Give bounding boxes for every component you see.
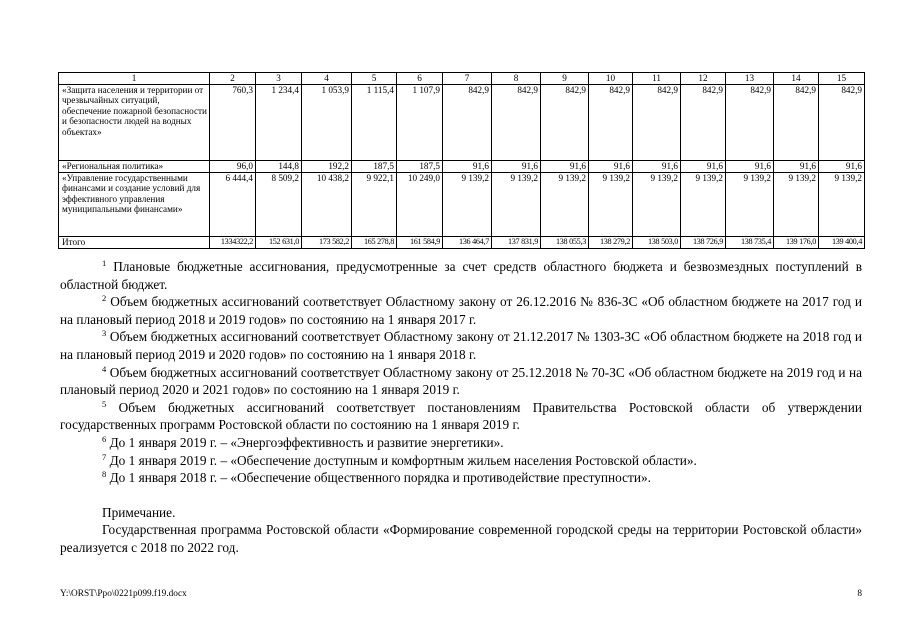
value-cell: 9 922,1	[352, 172, 397, 236]
header-cell: 5	[352, 73, 397, 85]
value-cell: 9 139,2	[726, 172, 774, 236]
page-number: 8	[857, 589, 862, 599]
footnote-mark: 1	[102, 258, 107, 268]
file-path: Y:\ORST\Ppo\0221p099.f19.docx	[60, 589, 187, 599]
header-cell: 15	[819, 73, 865, 85]
value-cell: 9 139,2	[541, 172, 589, 236]
value-cell: 91,6	[443, 160, 492, 172]
footnote	[60, 258, 862, 293]
value-cell: 842,9	[541, 84, 589, 160]
value-cell: 9 139,2	[774, 172, 819, 236]
value-cell: 161 584,9	[397, 236, 443, 248]
header-cell: 1	[59, 73, 210, 85]
value-cell: 8 509,2	[256, 172, 302, 236]
table-row	[59, 236, 865, 248]
value-cell: 91,6	[541, 160, 589, 172]
footnote-text: До 1 января 2018 г. – «Обеспечение общественного порядка и противодействие преступности».	[109, 470, 651, 486]
footnote-text: Объем бюджетных ассигнований соответствует постановлениям Правительства Ростовской области об утверждении государственных программ Ростовской области по состоянию на 1 января 2019 г.	[60, 399, 862, 433]
row-name-cell: «Региональная политика»	[59, 160, 210, 172]
row-name-cell: «Защита населения и территории от чрезвычайных ситуаций, обеспечение пожарной безопасности и безопасности людей на водных объектах»	[59, 84, 210, 160]
value-cell: 91,6	[774, 160, 819, 172]
value-cell: 138 055,3	[541, 236, 589, 248]
value-cell: 1 053,9	[302, 84, 352, 160]
footnote-mark: 4	[102, 363, 107, 374]
header-cell: 4	[302, 73, 352, 85]
value-cell: 138 279,2	[589, 236, 633, 248]
footnote-mark: 6	[102, 433, 107, 444]
value-cell: 187,5	[352, 160, 397, 172]
footnote-mark: 5	[102, 398, 107, 409]
header-cell: 7	[443, 73, 492, 85]
value-cell: 136 464,7	[443, 236, 492, 248]
table-header-row	[59, 73, 865, 85]
footnote-text: Объем бюджетных ассигнований соответствует Областному закону от 21.12.2017 № 1303-ЗС «Об областном бюджете на 2018 год и на плановый период 2019 и 2020 годов» по состоянию на 1 января 2018 г.	[60, 329, 862, 362]
value-cell: 138 735,4	[726, 236, 774, 248]
value-cell: 9 139,2	[492, 172, 541, 236]
value-cell: 192,2	[302, 160, 352, 172]
header-cell: 2	[210, 73, 256, 85]
header-cell: 14	[774, 73, 819, 85]
value-cell: 138 726,9	[681, 236, 726, 248]
value-cell: 10 249,0	[397, 172, 443, 236]
footnote-text: Объем бюджетных ассигнований соответствует Областному закону от 26.12.2016 № 836-ЗС «Об областном бюджете на 2017 год и на плановый период 2018 и 2019 годов» по состоянию на 1 января 2017 г.	[60, 294, 862, 327]
footnote-text: Плановые бюджетные ассигнования, предусмотренные за счет средств областного бюджета и безвозмездных поступлений в областной бюджет.	[60, 259, 862, 292]
footnotes-section	[60, 258, 862, 557]
footnote	[60, 399, 862, 434]
row-name-cell: Итого	[59, 236, 210, 248]
value-cell: 842,9	[726, 84, 774, 160]
value-cell: 96,0	[210, 160, 256, 172]
note-title: Примечание.	[102, 504, 176, 520]
value-cell: 9 139,2	[819, 172, 865, 236]
header-cell: 3	[256, 73, 302, 85]
value-cell: 173 582,2	[302, 236, 352, 248]
table-row	[59, 160, 865, 172]
value-cell: 6 444,4	[210, 172, 256, 236]
value-cell: 1334322,2	[210, 236, 256, 248]
header-cell: 13	[726, 73, 774, 85]
value-cell: 144,8	[256, 160, 302, 172]
footnote-mark: 2	[102, 293, 107, 304]
value-cell: 842,9	[589, 84, 633, 160]
header-cell: 12	[681, 73, 726, 85]
value-cell: 842,9	[681, 84, 726, 160]
value-cell: 1 234,4	[256, 84, 302, 160]
value-cell: 91,6	[681, 160, 726, 172]
footnote	[60, 293, 862, 328]
header-cell: 8	[492, 73, 541, 85]
value-cell: 842,9	[443, 84, 492, 160]
footnote	[60, 469, 862, 487]
header-cell: 11	[633, 73, 681, 85]
value-cell: 91,6	[819, 160, 865, 172]
note-text: Государственная программа Ростовской области «Формирование современной городской среды на территории Ростовской области» реализуется с 2018 по 2022 год.	[60, 522, 862, 555]
value-cell: 842,9	[633, 84, 681, 160]
value-cell: 842,9	[774, 84, 819, 160]
value-cell: 187,5	[397, 160, 443, 172]
value-cell: 1 107,9	[397, 84, 443, 160]
value-cell: 760,3	[210, 84, 256, 160]
value-cell: 1 115,4	[352, 84, 397, 160]
footnote	[60, 364, 862, 399]
footnote-text: Объем бюджетных ассигнований соответствует Областному закону от 25.12.2018 № 70-ЗС «Об областном бюджете на 2019 год и на плановый период 2020 и 2021 годов» по состоянию на 1 января 2019 г.	[60, 364, 862, 398]
value-cell: 9 139,2	[443, 172, 492, 236]
header-cell: 9	[541, 73, 589, 85]
footnote-mark: 7	[102, 451, 107, 462]
footnote	[60, 452, 862, 470]
value-cell: 842,9	[819, 84, 865, 160]
value-cell: 9 139,2	[633, 172, 681, 236]
footnote	[60, 434, 862, 452]
table-row	[59, 172, 865, 236]
value-cell: 138 503,0	[633, 236, 681, 248]
value-cell: 842,9	[492, 84, 541, 160]
value-cell: 10 438,2	[302, 172, 352, 236]
header-cell: 10	[589, 73, 633, 85]
value-cell: 91,6	[492, 160, 541, 172]
value-cell: 139 400,4	[819, 236, 865, 248]
footnote-mark: 3	[102, 328, 107, 339]
value-cell: 165 278,8	[352, 236, 397, 248]
value-cell: 9 139,2	[681, 172, 726, 236]
budget-table	[58, 72, 865, 249]
header-cell: 6	[397, 73, 443, 85]
value-cell: 139 176,0	[774, 236, 819, 248]
table-body	[59, 73, 865, 249]
row-name-cell: «Управление государственными финансами и создание условий для эффективного управления муниципальными финансами»	[59, 172, 210, 236]
value-cell: 152 631,0	[256, 236, 302, 248]
footnote-text: До 1 января 2019 г. – «Энергоэффективность и развитие энергетики».	[109, 434, 504, 450]
footnote	[60, 328, 862, 363]
footnotes-list	[60, 258, 862, 487]
value-cell: 137 831,9	[492, 236, 541, 248]
value-cell: 91,6	[726, 160, 774, 172]
footnote-mark: 8	[102, 469, 107, 480]
value-cell: 91,6	[589, 160, 633, 172]
table-row	[59, 84, 865, 160]
value-cell: 9 139,2	[589, 172, 633, 236]
value-cell: 91,6	[633, 160, 681, 172]
footnote-text: До 1 января 2019 г. – «Обеспечение доступным и комфортным жильем населения Ростовской области».	[109, 452, 697, 468]
